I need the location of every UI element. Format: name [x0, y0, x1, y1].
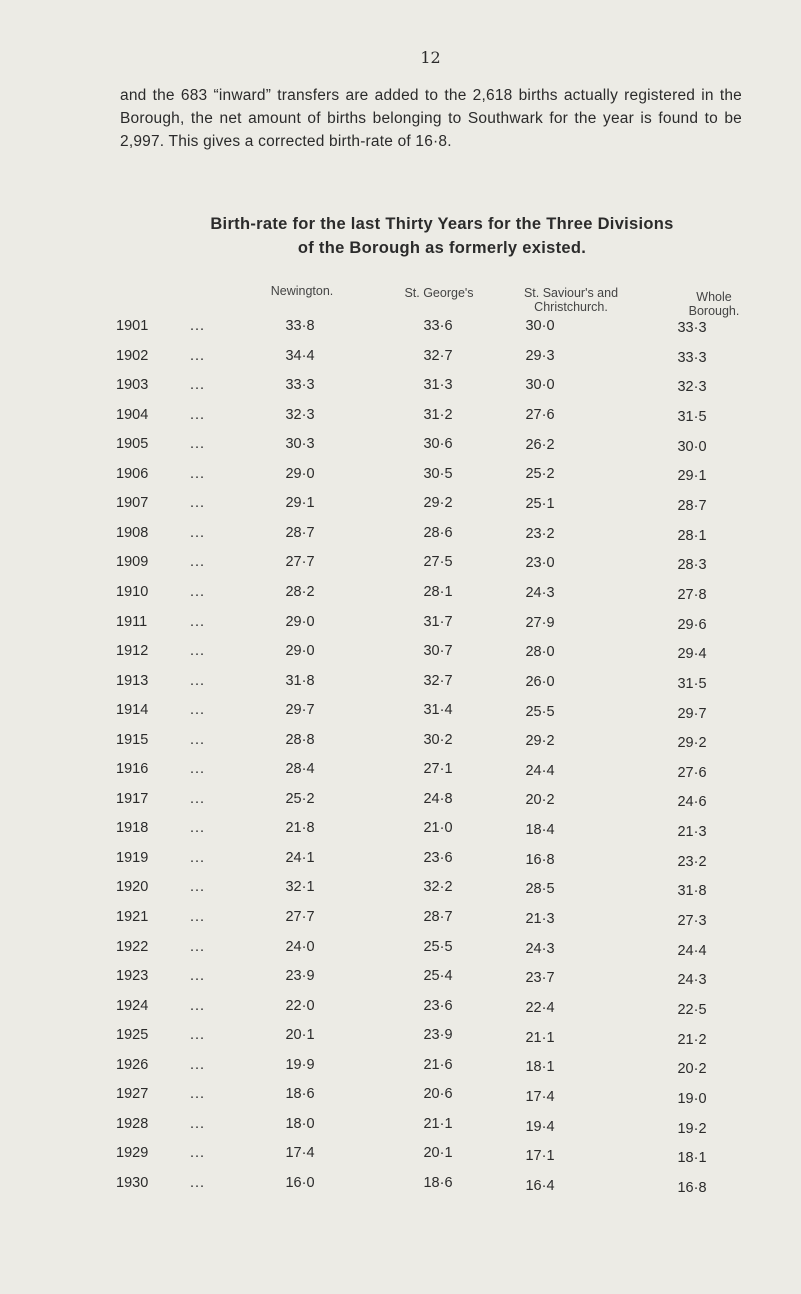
- row-value-st-georges: 23·9: [423, 1027, 453, 1044]
- table-row: [0, 377, 801, 401]
- row-value-newington: 20·1: [285, 1027, 315, 1044]
- row-year: 1909: [116, 554, 149, 571]
- row-value-newington: 33·3: [285, 377, 315, 394]
- row-year: 1901: [116, 318, 149, 334]
- table-row: [0, 1116, 801, 1140]
- row-value-st-saviours: 21·1: [525, 1029, 555, 1046]
- row-year: 1924: [116, 997, 149, 1014]
- row-value-st-saviours: 27·9: [525, 614, 555, 631]
- row-leader-dots: ...: [190, 613, 206, 630]
- row-year: 1906: [116, 465, 149, 482]
- table-row: [0, 791, 801, 815]
- column-header-whole-borough-line-1: Whole: [696, 290, 732, 304]
- row-value-st-georges: 23·6: [423, 849, 453, 866]
- row-leader-dots: ...: [190, 879, 206, 896]
- row-value-newington: 18·6: [285, 1086, 315, 1103]
- row-leader-dots: ...: [190, 377, 206, 394]
- row-value-st-saviours: 20·2: [525, 792, 555, 809]
- row-leader-dots: ...: [190, 938, 206, 955]
- row-value-whole-borough: 29·4: [677, 646, 707, 663]
- row-value-whole-borough: 28·3: [677, 557, 707, 574]
- row-value-st-georges: 28·6: [423, 524, 453, 541]
- row-value-whole-borough: 27·6: [677, 764, 707, 781]
- row-value-st-georges: 32·2: [423, 879, 453, 896]
- row-value-st-saviours: 23·7: [525, 970, 555, 987]
- row-year: 1929: [116, 1145, 149, 1162]
- table-row: [0, 466, 801, 490]
- column-header-st-saviours: [496, 286, 646, 314]
- row-leader-dots: ...: [190, 909, 206, 925]
- row-value-whole-borough: 18·1: [677, 1150, 707, 1167]
- row-leader-dots: ...: [190, 524, 206, 541]
- row-value-newington: 32·3: [285, 406, 315, 423]
- row-year: 1923: [116, 968, 149, 985]
- row-value-st-georges: 21·0: [423, 820, 453, 837]
- row-value-newington: 23·9: [285, 968, 315, 985]
- row-leader-dots: ...: [190, 997, 206, 1014]
- row-value-st-saviours: 23·0: [525, 555, 555, 572]
- row-leader-dots: ...: [190, 1027, 206, 1044]
- row-value-st-georges: 25·4: [423, 968, 453, 985]
- row-leader-dots: ...: [190, 820, 206, 837]
- row-value-st-georges: 32·7: [423, 672, 453, 689]
- row-year: 1908: [116, 524, 149, 541]
- table-row: [0, 968, 801, 992]
- row-value-st-saviours: 18·4: [525, 822, 555, 839]
- row-year: 1910: [116, 583, 149, 600]
- row-value-whole-borough: 29·6: [677, 616, 707, 633]
- row-value-st-georges: 27·5: [423, 554, 453, 571]
- row-value-st-georges: 31·7: [423, 613, 453, 630]
- row-value-newington: 28·2: [285, 583, 315, 600]
- table-row: [0, 850, 801, 874]
- row-value-st-saviours: 25·1: [525, 495, 555, 512]
- row-value-st-saviours: 26·0: [525, 673, 555, 690]
- row-year: 1902: [116, 347, 149, 364]
- table-row: [0, 348, 801, 372]
- table-row: [0, 1027, 801, 1051]
- row-value-st-georges: 23·6: [423, 997, 453, 1014]
- row-value-st-saviours: 16·8: [525, 851, 555, 868]
- row-value-whole-borough: 21·3: [677, 824, 707, 841]
- row-leader-dots: ...: [190, 554, 206, 571]
- row-value-whole-borough: 31·5: [677, 408, 707, 425]
- row-leader-dots: ...: [190, 761, 206, 778]
- row-value-newington: 28·4: [285, 761, 315, 778]
- table-row: [0, 554, 801, 578]
- row-value-whole-borough: 22·5: [677, 1002, 707, 1019]
- row-value-newington: 29·0: [285, 465, 315, 482]
- table-row: [0, 702, 801, 726]
- row-value-st-saviours: 29·2: [525, 733, 555, 750]
- row-value-newington: 28·7: [285, 524, 315, 541]
- row-value-st-saviours: 19·4: [525, 1118, 555, 1135]
- row-value-whole-borough: 31·5: [677, 675, 707, 692]
- row-value-whole-borough: 33·3: [677, 320, 707, 336]
- row-leader-dots: ...: [190, 790, 206, 807]
- table-row: [0, 436, 801, 460]
- row-year: 1905: [116, 436, 149, 453]
- table-title-line-1: Birth-rate for the last Thirty Years for the Three Divisions: [210, 215, 674, 233]
- row-value-whole-borough: 24·4: [677, 942, 707, 959]
- row-year: 1926: [116, 1056, 149, 1073]
- row-value-newington: 27·7: [285, 909, 315, 925]
- row-value-st-georges: 33·6: [423, 318, 453, 334]
- row-leader-dots: ...: [190, 1086, 206, 1103]
- row-year: 1925: [116, 1027, 149, 1044]
- row-value-whole-borough: 24·3: [677, 972, 707, 989]
- row-value-newington: 31·8: [285, 672, 315, 689]
- row-leader-dots: ...: [190, 672, 206, 689]
- table-row: [0, 614, 801, 638]
- row-value-whole-borough: 30·0: [677, 438, 707, 455]
- table-row: [0, 761, 801, 785]
- row-value-newington: 21·8: [285, 820, 315, 837]
- row-value-whole-borough: 16·8: [677, 1179, 707, 1196]
- row-value-st-saviours: 30·0: [525, 318, 555, 334]
- row-value-st-saviours: 25·5: [525, 703, 555, 720]
- row-value-st-saviours: 28·0: [525, 644, 555, 661]
- row-value-st-georges: 30·2: [423, 731, 453, 748]
- row-value-st-saviours: 28·5: [525, 881, 555, 898]
- row-value-st-saviours: 25·2: [525, 466, 555, 483]
- row-year: 1917: [116, 790, 149, 807]
- column-header-st-saviours-line-1: St. Saviour's and: [523, 286, 619, 300]
- row-value-st-georges: 25·5: [423, 938, 453, 955]
- row-value-st-saviours: 24·3: [525, 584, 555, 601]
- row-value-st-georges: 32·7: [423, 347, 453, 364]
- row-value-whole-borough: 27·3: [677, 913, 707, 930]
- row-value-st-saviours: 17·1: [525, 1148, 555, 1165]
- row-year: 1915: [116, 731, 149, 748]
- row-value-whole-borough: 23·2: [677, 853, 707, 870]
- row-leader-dots: ...: [190, 849, 206, 866]
- row-leader-dots: ...: [190, 583, 206, 600]
- row-value-whole-borough: 33·3: [677, 349, 707, 366]
- row-value-st-georges: 31·2: [423, 406, 453, 423]
- row-leader-dots: ...: [190, 1056, 206, 1073]
- row-year: 1914: [116, 702, 149, 719]
- column-header-whole-borough: [664, 290, 764, 318]
- row-leader-dots: ...: [190, 731, 206, 748]
- row-value-newington: 19·9: [285, 1056, 315, 1073]
- row-value-st-saviours: 16·4: [525, 1177, 555, 1194]
- table-row: [0, 998, 801, 1022]
- table-row: [0, 407, 801, 431]
- row-value-st-georges: 31·4: [423, 702, 453, 719]
- row-leader-dots: ...: [190, 495, 206, 512]
- row-leader-dots: ...: [190, 1174, 206, 1191]
- row-value-whole-borough: 20·2: [677, 1061, 707, 1078]
- column-header-whole-borough-line-2: Borough.: [688, 304, 740, 318]
- row-leader-dots: ...: [190, 968, 206, 985]
- row-value-st-georges: 20·6: [423, 1086, 453, 1103]
- row-value-whole-borough: 32·3: [677, 379, 707, 396]
- row-value-st-saviours: 17·4: [525, 1089, 555, 1106]
- table-row: [0, 820, 801, 844]
- row-value-newington: 17·4: [285, 1145, 315, 1162]
- row-value-whole-borough: 28·1: [677, 527, 707, 544]
- row-year: 1907: [116, 495, 149, 512]
- row-value-whole-borough: 27·8: [677, 586, 707, 603]
- row-value-newington: 32·1: [285, 879, 315, 896]
- table-row: [0, 879, 801, 903]
- row-year: 1928: [116, 1115, 149, 1132]
- row-leader-dots: ...: [190, 702, 206, 719]
- row-leader-dots: ...: [190, 1115, 206, 1132]
- row-value-st-georges: 18·6: [423, 1174, 453, 1191]
- row-value-newington: 24·0: [285, 938, 315, 955]
- row-year: 1903: [116, 377, 149, 394]
- row-value-st-saviours: 26·2: [525, 436, 555, 453]
- row-value-st-georges: 20·1: [423, 1145, 453, 1162]
- row-value-st-georges: 21·6: [423, 1056, 453, 1073]
- row-value-newington: 16·0: [285, 1174, 315, 1191]
- row-value-st-georges: 27·1: [423, 761, 453, 778]
- row-value-newington: 25·2: [285, 790, 315, 807]
- row-value-st-saviours: 24·3: [525, 940, 555, 957]
- row-value-st-georges: 30·6: [423, 436, 453, 453]
- table-row: [0, 1175, 801, 1199]
- row-leader-dots: ...: [190, 406, 206, 423]
- row-value-st-saviours: 23·2: [525, 525, 555, 542]
- row-value-st-georges: 31·3: [423, 377, 453, 394]
- row-value-st-saviours: 21·3: [525, 911, 555, 928]
- row-value-st-georges: 30·7: [423, 643, 453, 660]
- row-value-whole-borough: 29·7: [677, 705, 707, 722]
- row-value-newington: 34·4: [285, 347, 315, 364]
- row-value-newington: 33·8: [285, 318, 315, 334]
- table-title: [130, 212, 754, 260]
- table-row: [0, 525, 801, 549]
- row-value-st-saviours: 29·3: [525, 347, 555, 364]
- table-row: [0, 1145, 801, 1169]
- row-value-st-georges: 28·7: [423, 909, 453, 925]
- row-year: 1930: [116, 1174, 149, 1191]
- page-number: 12: [420, 48, 441, 67]
- intro-paragraph: and the 683 “inward” transfers are added to the 2,618 births actually registered in the Borough, the net amount of births belonging to Southwark for the year is found to be 2,997. This gives a corrected birth-rate of 16·8.: [120, 87, 742, 150]
- row-year: 1920: [116, 879, 149, 896]
- table-row: [0, 318, 801, 342]
- row-value-newington: 27·7: [285, 554, 315, 571]
- column-header-st-saviours-line-2: Christchurch.: [534, 300, 608, 314]
- table-title-line-2: of the Borough as formerly existed.: [297, 239, 587, 257]
- column-header-newington: Newington.: [270, 284, 334, 298]
- table-row: [0, 732, 801, 756]
- row-value-whole-borough: 29·1: [677, 468, 707, 485]
- row-year: 1911: [116, 613, 148, 630]
- row-value-whole-borough: 31·8: [677, 883, 707, 900]
- row-value-st-saviours: 24·4: [525, 762, 555, 779]
- row-value-st-georges: 28·1: [423, 583, 453, 600]
- row-leader-dots: ...: [190, 643, 206, 660]
- row-value-st-georges: 21·1: [423, 1115, 453, 1132]
- column-header-st-georges: St. George's: [404, 286, 474, 300]
- table-row: [0, 584, 801, 608]
- row-value-whole-borough: 19·0: [677, 1091, 707, 1108]
- row-year: 1921: [116, 909, 149, 925]
- row-leader-dots: ...: [190, 465, 206, 482]
- row-value-newington: 18·0: [285, 1115, 315, 1132]
- row-value-newington: 29·0: [285, 643, 315, 660]
- row-year: 1913: [116, 672, 149, 689]
- table-row: [0, 673, 801, 697]
- table-row: [0, 909, 801, 933]
- row-value-st-georges: 24·8: [423, 790, 453, 807]
- table-row: [0, 1057, 801, 1081]
- row-value-st-saviours: 22·4: [525, 1000, 555, 1017]
- row-year: 1918: [116, 820, 149, 837]
- row-value-newington: 22·0: [285, 997, 315, 1014]
- row-value-st-georges: 29·2: [423, 495, 453, 512]
- row-year: 1912: [116, 643, 149, 660]
- row-year: 1922: [116, 938, 149, 955]
- row-value-newington: 28·8: [285, 731, 315, 748]
- row-leader-dots: ...: [190, 436, 206, 453]
- table-row: [0, 643, 801, 667]
- row-value-newington: 29·0: [285, 613, 315, 630]
- row-year: 1919: [116, 849, 149, 866]
- row-value-newington: 29·1: [285, 495, 315, 512]
- row-year: 1904: [116, 406, 149, 423]
- row-value-newington: 30·3: [285, 436, 315, 453]
- row-value-whole-borough: 19·2: [677, 1120, 707, 1137]
- row-leader-dots: ...: [190, 347, 206, 364]
- table-row: [0, 939, 801, 963]
- row-value-whole-borough: 29·2: [677, 735, 707, 752]
- table-row: [0, 495, 801, 519]
- row-value-st-saviours: 27·6: [525, 406, 555, 423]
- row-leader-dots: ...: [190, 1145, 206, 1162]
- row-value-newington: 24·1: [285, 849, 315, 866]
- row-value-whole-borough: 21·2: [677, 1031, 707, 1048]
- row-leader-dots: ...: [190, 318, 206, 334]
- row-value-whole-borough: 24·6: [677, 794, 707, 811]
- row-year: 1927: [116, 1086, 149, 1103]
- table-row: [0, 1086, 801, 1110]
- row-value-newington: 29·7: [285, 702, 315, 719]
- row-value-st-saviours: 18·1: [525, 1059, 555, 1076]
- row-value-st-georges: 30·5: [423, 465, 453, 482]
- row-year: 1916: [116, 761, 149, 778]
- row-value-st-saviours: 30·0: [525, 377, 555, 394]
- row-value-whole-borough: 28·7: [677, 497, 707, 514]
